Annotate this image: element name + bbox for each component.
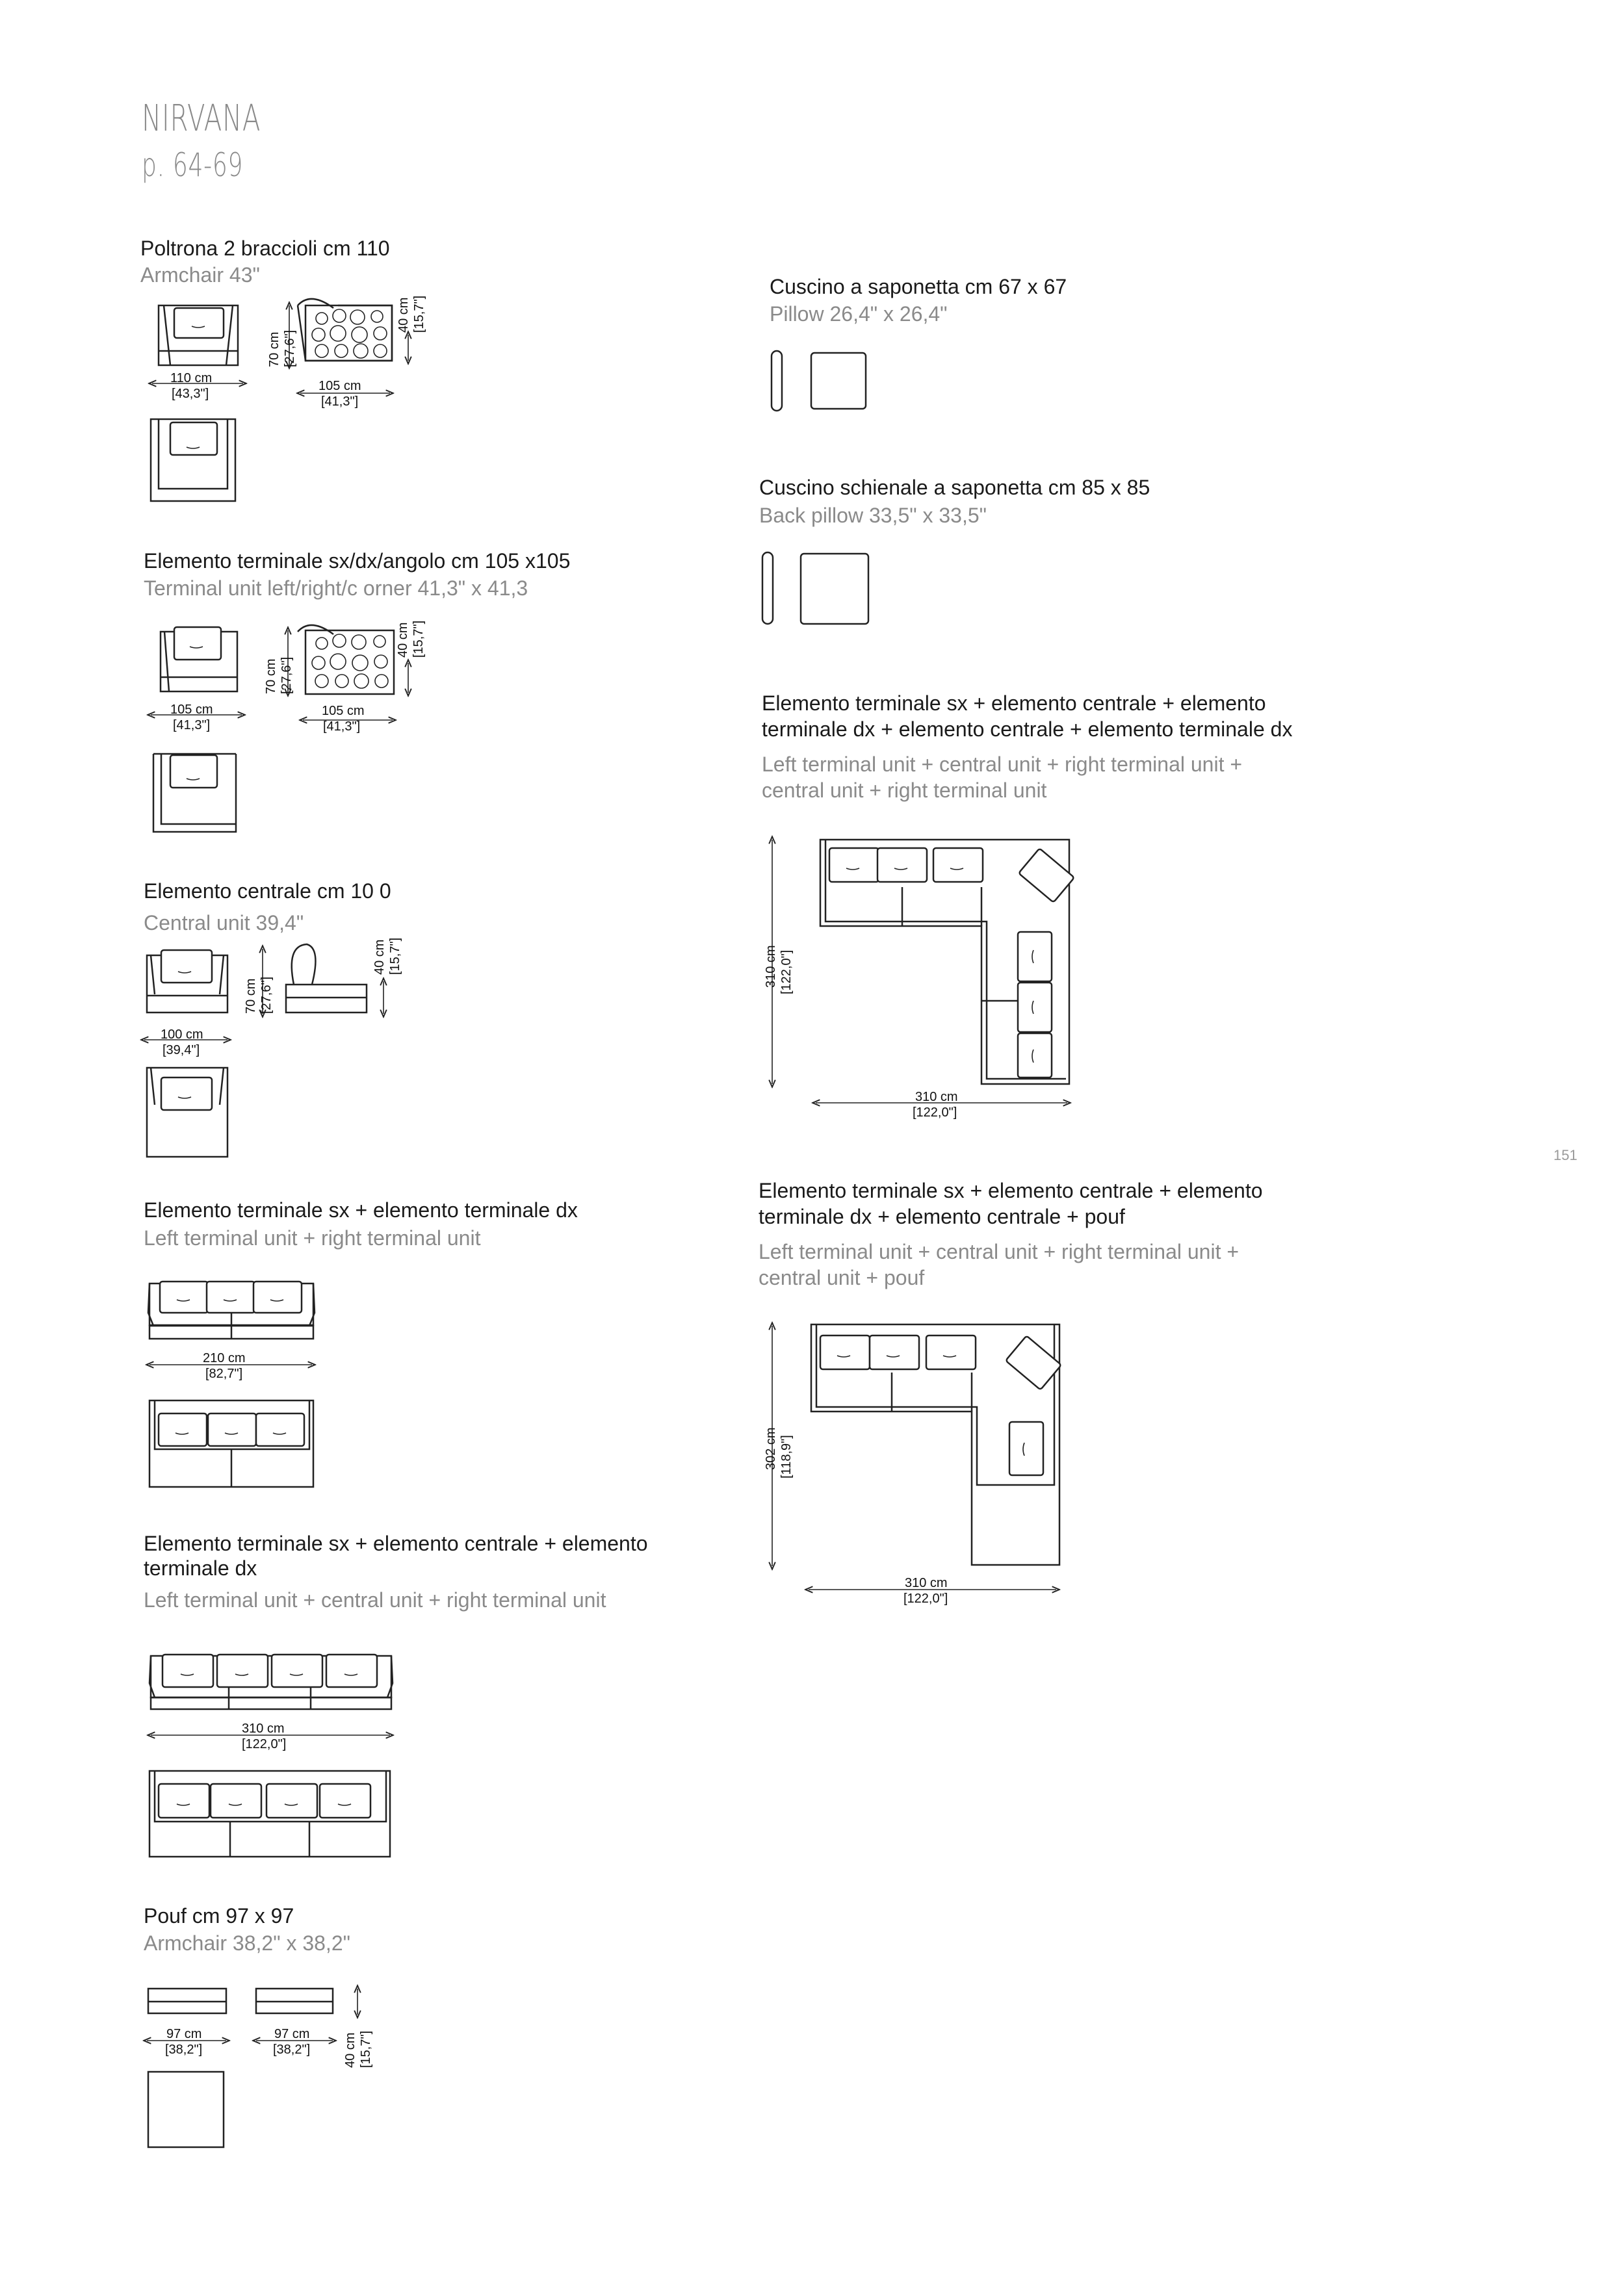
corner-2-height-in: [118,9"] (779, 1435, 794, 1478)
corner-1-title-en-2: central unit + right terminal unit (762, 779, 1047, 802)
terminal-title-en: Terminal unit left/right/c orner 41,3" x 41,3 (144, 576, 528, 600)
pillow-front-view (811, 353, 866, 409)
three-units-title-it-2: terminale dx (144, 1556, 257, 1580)
central-seat-in: [15,7"] (388, 937, 402, 975)
page-reference: p. 64-69 (142, 146, 244, 184)
two-terminals-title-en: Left terminal unit + right terminal unit (144, 1226, 481, 1250)
armchair-depth-dimension (300, 379, 390, 409)
pouf-front-view (148, 1989, 226, 2013)
back-pillow-side-view (762, 552, 773, 624)
two-terminals-top-view (149, 1400, 313, 1487)
corner-1-width-dimension (816, 1090, 1067, 1120)
armchair-width-cm: 110 cm (170, 371, 213, 385)
corner-2-top-view (811, 1324, 1061, 1565)
armchair-front-view (159, 305, 238, 365)
terminal-seat-in: [15,7"] (411, 620, 426, 658)
corner-2-title-en-1: Left terminal unit + central unit + right terminal unit + (759, 1240, 1240, 1263)
corner-1-width-in: [122,0"] (913, 1105, 957, 1120)
terminal-depth-in: [41,3"] (323, 719, 361, 734)
corner-1-height-dimension (764, 840, 794, 1084)
pouf-width-in: [38,2"] (165, 2043, 203, 2057)
corner-1-height-cm: 310 cm (764, 945, 778, 988)
armchair-seat-in: [15,7"] (412, 295, 426, 333)
three-units-width-dimension (151, 1722, 390, 1751)
corner-2-height-cm: 302 cm (764, 1427, 778, 1470)
pouf-title-it: Pouf cm 97 x 97 (144, 1904, 294, 1928)
central-width-cm: 100 cm (161, 1027, 203, 1042)
armchair-height-dimension (267, 305, 297, 367)
terminal-width-cm: 105 cm (170, 703, 213, 717)
corner-2-title-it-1: Elemento terminale sx + elemento centrale + elemento (759, 1179, 1263, 1202)
terminal-seat-cm: 40 cm (396, 622, 410, 658)
terminal-width-dimension (151, 703, 242, 732)
corner-1-width-cm: 310 cm (915, 1090, 958, 1104)
armchair-width-in: [43,3"] (172, 387, 209, 401)
corner-1-title-it-1: Elemento terminale sx + elemento centrale + elemento (762, 691, 1266, 715)
pouf-width-cm: 97 cm (166, 2027, 202, 2041)
armchair-height-cm: 70 cm (267, 331, 281, 367)
two-terminals-width-cm: 210 cm (203, 1351, 246, 1365)
pouf-depth-cm: 97 cm (274, 2027, 310, 2041)
armchair-seat-dimension (396, 296, 426, 361)
three-units-width-cm: 310 cm (242, 1722, 285, 1736)
pouf-title-en: Armchair 38,2" x 38,2" (144, 1931, 350, 1955)
collection-title: NIRVANA (142, 97, 261, 140)
pouf-seat-dimension (343, 1989, 373, 2068)
armchair-depth-in: [41,3"] (321, 394, 359, 409)
armchair-title-it: Poltrona 2 braccioli cm 110 (140, 237, 390, 260)
terminal-height-cm: 70 cm (264, 658, 278, 694)
central-height-dimension (244, 949, 274, 1014)
three-units-width-in: [122,0"] (242, 1737, 287, 1751)
page-number: 151 (1553, 1147, 1578, 1163)
corner-2-width-cm: 310 cm (905, 1576, 948, 1590)
terminal-top-view (153, 754, 236, 832)
corner-2-title-en-2: central unit + pouf (759, 1266, 925, 1289)
three-units-top-view (149, 1771, 390, 1857)
back-pillow-title-it: Cuscino schienale a saponetta cm 85 x 85 (759, 476, 1150, 499)
terminal-side-view (298, 625, 394, 694)
pouf-seat-in: [15,7"] (359, 2030, 373, 2068)
back-pillow-title-en: Back pillow 33,5" x 33,5" (759, 504, 987, 527)
central-front-view (147, 950, 227, 1013)
corner-2-width-in: [122,0"] (903, 1592, 948, 1606)
corner-1-title-en-1: Left terminal unit + central unit + right terminal unit + (762, 753, 1243, 776)
back-pillow-front-view (801, 554, 868, 624)
pouf-side-view (256, 1989, 333, 2013)
pouf-depth-dimension (256, 2027, 333, 2057)
armchair-height-in: [27,6"] (283, 329, 297, 367)
armchair-seat-cm: 40 cm (396, 297, 411, 333)
pouf-depth-in: [38,2"] (273, 2043, 311, 2057)
central-width-in: [39,4"] (162, 1043, 200, 1057)
terminal-width-in: [41,3"] (173, 718, 211, 732)
central-title-en: Central unit 39,4" (144, 911, 304, 935)
two-terminals-front-view (148, 1282, 315, 1339)
two-terminals-width-in: [82,7"] (205, 1367, 243, 1381)
central-seat-cm: 40 cm (372, 939, 387, 975)
terminal-height-dimension (264, 630, 294, 694)
central-side-view (286, 944, 367, 1013)
pouf-top-view (148, 2072, 224, 2147)
central-height-in: [27,6"] (259, 976, 274, 1014)
corner-2-width-dimension (809, 1576, 1056, 1606)
central-title-it: Elemento centrale cm 10 0 (144, 879, 391, 903)
armchair-title-en: Armchair 43" (140, 263, 260, 287)
armchair-side-view (298, 299, 392, 361)
two-terminals-width-dimension (149, 1351, 312, 1381)
pillow-title-en: Pillow 26,4" x 26,4" (770, 302, 948, 326)
corner-2-height-dimension (764, 1326, 794, 1566)
central-seat-dimension (372, 938, 402, 1014)
terminal-front-view (161, 627, 237, 691)
three-units-front-view (149, 1655, 393, 1709)
armchair-top-view (151, 419, 235, 501)
terminal-depth-cm: 105 cm (322, 704, 365, 718)
pillow-title-it: Cuscino a saponetta cm 67 x 67 (770, 275, 1067, 298)
three-units-title-en: Left terminal unit + central unit + right terminal unit (144, 1588, 606, 1612)
terminal-title-it: Elemento terminale sx/dx/angolo cm 105 x105 (144, 549, 571, 573)
central-width-dimension (144, 1027, 227, 1057)
two-terminals-title-it: Elemento terminale sx + elemento terminale dx (144, 1198, 578, 1222)
corner-1-top-view (820, 840, 1074, 1084)
pouf-width-dimension (147, 2027, 226, 2057)
pouf-seat-cm: 40 cm (343, 2032, 357, 2068)
corner-1-height-in: [122,0"] (779, 949, 794, 994)
armchair-depth-cm: 105 cm (318, 379, 361, 393)
terminal-height-in: [27,6"] (279, 656, 294, 694)
three-units-title-it-1: Elemento terminale sx + elemento centrale + elemento (144, 1532, 648, 1555)
central-height-cm: 70 cm (244, 978, 258, 1014)
armchair-width-dimension (152, 371, 243, 401)
central-top-view (147, 1068, 227, 1157)
terminal-depth-dimension (303, 704, 393, 734)
corner-1-title-it-2: terminale dx + elemento centrale + elemento terminale dx (762, 717, 1293, 741)
pillow-side-view (772, 351, 782, 411)
corner-2-title-it-2: terminale dx + elemento centrale + pouf (759, 1205, 1125, 1228)
terminal-seat-dimension (396, 621, 426, 693)
